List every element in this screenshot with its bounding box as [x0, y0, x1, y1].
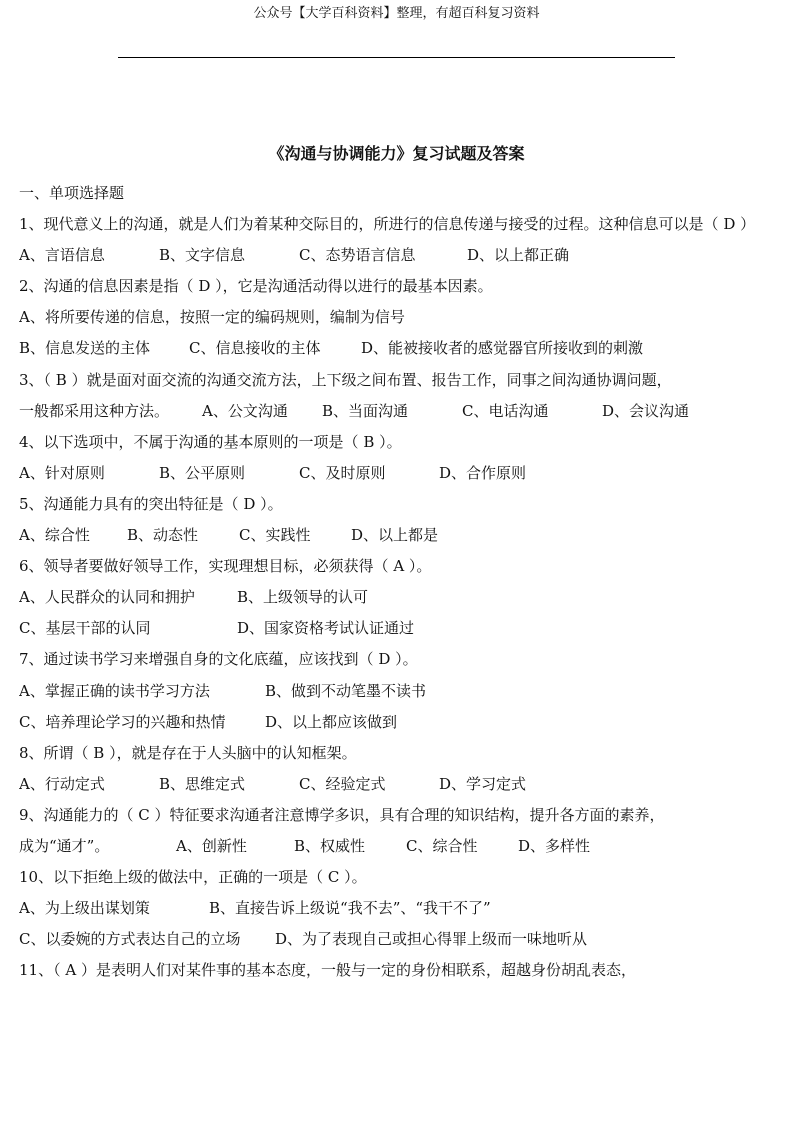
text-line — [19, 676, 789, 707]
answer-option: A、综合性 — [19, 526, 90, 545]
answer-option: C、信息接收的主体 — [189, 339, 321, 358]
text-line — [19, 427, 789, 458]
answer-option: D、合作原则 — [439, 463, 527, 482]
answer-option: A、公文沟通 — [202, 401, 288, 420]
question-text: 5、沟通能力具有的突出特征是（ D ）。 — [19, 494, 283, 513]
question-text: 8、所谓（ B ），就是存在于人头脑中的认知框架。 — [19, 743, 357, 762]
answer-option: D、以上都是 — [351, 526, 439, 545]
text-line — [19, 240, 789, 271]
header-divider — [118, 57, 675, 58]
answer-option: B、思维定式 — [159, 774, 246, 793]
answer-option: B、动态性 — [127, 526, 199, 545]
answer-option: B、信息发送的主体 — [19, 339, 151, 358]
answer-option: D、能被接收者的感觉器官所接收到的刺激 — [361, 339, 644, 358]
answer-option: 成为“通才”。 — [19, 836, 110, 855]
question-text: 3、（ B ）就是面对面交流的沟通交流方法，上下级之间布置、报告工作，同事之间沟通协调问题， — [19, 370, 672, 389]
answer-option: D、多样性 — [518, 836, 591, 855]
answer-option: D、以上都正确 — [467, 246, 570, 265]
text-line — [19, 800, 789, 831]
answer-option: B、直接告诉上级说“我不去”、“我干不了” — [209, 899, 491, 918]
text-line — [19, 551, 789, 582]
answer-option: D、学习定式 — [439, 774, 527, 793]
question-text: 6、领导者要做好领导工作，实现理想目标，必须获得（ A ）。 — [19, 557, 432, 576]
answer-option: D、会议沟通 — [602, 401, 690, 420]
text-line — [19, 209, 789, 240]
question-text: 11、（ A ）是表明人们对某件事的基本态度，一般与一定的身份相联系，超越身份胡乱表态， — [19, 961, 636, 980]
page-header-note: 公众号【大学百科资料】整理，有超百科复习资料 — [253, 6, 540, 21]
answer-option: C、及时原则 — [299, 463, 386, 482]
answer-option: C、综合性 — [406, 836, 478, 855]
answer-option: A、为上级出谋划策 — [19, 899, 150, 918]
answer-option: A、言语信息 — [19, 246, 105, 265]
answer-option: C、态势语言信息 — [299, 246, 416, 265]
answer-option: C、以委婉的方式表达自己的立场 — [19, 930, 241, 949]
text-line — [19, 582, 789, 613]
text-line — [19, 458, 789, 489]
answer-option: A、人民群众的认同和拥护 — [19, 588, 195, 607]
text-line — [19, 613, 789, 644]
text-line — [19, 396, 789, 427]
text-line — [19, 520, 789, 551]
text-line — [19, 271, 789, 302]
answer-option: C、电话沟通 — [462, 401, 549, 420]
question-text: A、将所要传递的信息，按照一定的编码规则，编制为信号 — [19, 308, 405, 327]
document-body — [19, 178, 789, 986]
text-line — [19, 769, 789, 800]
text-line — [19, 738, 789, 769]
answer-option: C、经验定式 — [299, 774, 386, 793]
text-line — [19, 489, 789, 520]
answer-option: B、上级领导的认可 — [237, 588, 369, 607]
answer-option: A、掌握正确的读书学习方法 — [19, 681, 210, 700]
answer-option: C、实践性 — [239, 526, 311, 545]
answer-option: 一般都采用这种方法。 — [19, 401, 170, 420]
answer-option: B、做到不动笔墨不读书 — [265, 681, 427, 700]
answer-option: D、为了表现自己或担心得罪上级而一味地听从 — [275, 930, 588, 949]
question-text: 10、以下拒绝上级的做法中，正确的一项是（ C ）。 — [19, 868, 367, 887]
text-line — [19, 955, 789, 986]
answer-option: C、基层干部的认同 — [19, 619, 151, 638]
text-line — [19, 333, 789, 364]
answer-option: D、国家资格考试认证通过 — [237, 619, 415, 638]
text-line — [19, 893, 789, 924]
question-text: 7、通过读书学习来增强自身的文化底蕴，应该找到（ D ）。 — [19, 650, 418, 669]
section-heading: 一、单项选择题 — [19, 184, 125, 202]
question-text: 2、沟通的信息因素是指（ D ），它是沟通活动得以进行的最基本因素。 — [19, 277, 493, 296]
text-line — [19, 365, 789, 396]
text-line — [19, 302, 789, 333]
text-line — [19, 862, 789, 893]
text-line — [19, 924, 789, 955]
text-line — [19, 831, 789, 862]
document-title: 《沟通与协调能力》复习试题及答案 — [268, 144, 525, 163]
question-text: 4、以下选项中，不属于沟通的基本原则的一项是（ B ）。 — [19, 432, 402, 451]
answer-option: B、公平原则 — [159, 463, 246, 482]
answer-option: A、创新性 — [176, 836, 247, 855]
answer-option: D、以上都应该做到 — [265, 712, 398, 731]
text-line — [19, 644, 789, 675]
question-text: 9、沟通能力的（ C ）特征要求沟通者注意博学多识，具有合理的知识结构，提升各方面的素养， — [19, 805, 665, 824]
answer-option: B、当面沟通 — [322, 401, 409, 420]
answer-option: A、行动定式 — [19, 774, 105, 793]
answer-option: B、文字信息 — [159, 246, 246, 265]
question-text: 1、现代意义上的沟通，就是人们为着某种交际目的，所进行的信息传递与接受的过程。这种信息可以是（ D ） — [19, 215, 756, 234]
answer-option: A、针对原则 — [19, 463, 105, 482]
answer-option: B、权威性 — [294, 836, 366, 855]
text-line — [19, 707, 789, 738]
answer-option: C、培养理论学习的兴趣和热情 — [19, 712, 226, 731]
